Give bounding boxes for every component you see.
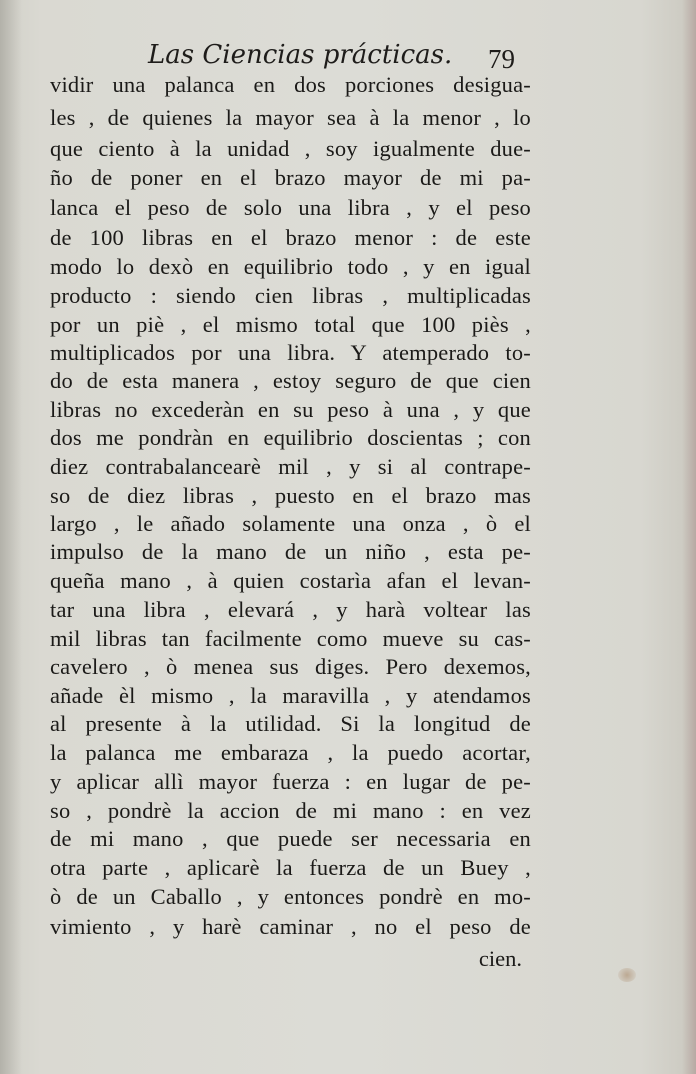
- text-line: vidir una palanca en dos porciones desigua-: [50, 72, 531, 97]
- text-line: ño de poner en el brazo mayor de mi pa-: [50, 165, 531, 190]
- running-head: Las Ciencias prácticas.: [148, 40, 453, 70]
- text-line: lanca el peso de solo una libra , y el peso: [50, 195, 531, 220]
- text-line: queña mano , à quien costarìa afan el levan-: [50, 568, 531, 593]
- text-line: multiplicados por una libra. Y atemperado to-: [50, 340, 531, 365]
- text-line: diez contrabalancearè mil , y si al contrape-: [50, 454, 531, 479]
- text-line: cavelero , ò menea sus diges. Pero dexemos,: [50, 654, 531, 679]
- text-line: al presente à la utilidad. Si la longitud de: [50, 711, 531, 736]
- text-line: ò de un Caballo , y entonces pondrè en mo-: [50, 884, 531, 909]
- text-line: modo lo dexò en equilibrio todo , y en igual: [50, 254, 531, 279]
- text-line: so de diez libras , puesto en el brazo mas: [50, 483, 531, 508]
- text-line: otra parte , aplicarè la fuerza de un Buey ,: [50, 855, 531, 880]
- text-line: y aplicar allì mayor fuerza : en lugar de pe-: [50, 769, 531, 794]
- text-line: largo , le añado solamente una onza , ò el: [50, 511, 531, 536]
- text-line: dos me pondràn en equilibrio doscientas ; con: [50, 425, 531, 450]
- text-line: impulso de la mano de un niño , esta pe-: [50, 539, 531, 564]
- text-line: de mi mano , que puede ser necessaria en: [50, 826, 531, 851]
- catchword: cien.: [478, 946, 522, 971]
- text-line: tar una libra , elevará , y harà voltear las: [50, 597, 531, 622]
- text-line: so , pondrè la accion de mi mano : en vez: [50, 798, 531, 823]
- text-line: les , de quienes la mayor sea à la menor , lo: [50, 105, 531, 130]
- text-line: mil libras tan facilmente como mueve su cas-: [50, 626, 531, 651]
- text-line: libras no excederàn en su peso à una , y que: [50, 397, 531, 422]
- text-line: de 100 libras en el brazo menor : de este: [50, 225, 531, 250]
- text-line: por un piè , el mismo total que 100 piès ,: [50, 312, 531, 337]
- page-edge: [682, 0, 696, 1074]
- text-line: vimiento , y harè caminar , no el peso de: [50, 914, 531, 939]
- text-line: do de esta manera , estoy seguro de que cien: [50, 368, 531, 393]
- page-number: 79: [488, 44, 515, 74]
- text-line: que ciento à la unidad , soy igualmente due-: [50, 136, 531, 161]
- text-line: añade èl mismo , la maravilla , y atendamos: [50, 683, 531, 708]
- foxing-stain: [618, 968, 636, 982]
- gutter-shadow: [0, 0, 22, 1074]
- text-line: producto : siendo cien libras , multiplicadas: [50, 283, 531, 308]
- text-line: la palanca me embaraza , la puedo acortar,: [50, 740, 531, 765]
